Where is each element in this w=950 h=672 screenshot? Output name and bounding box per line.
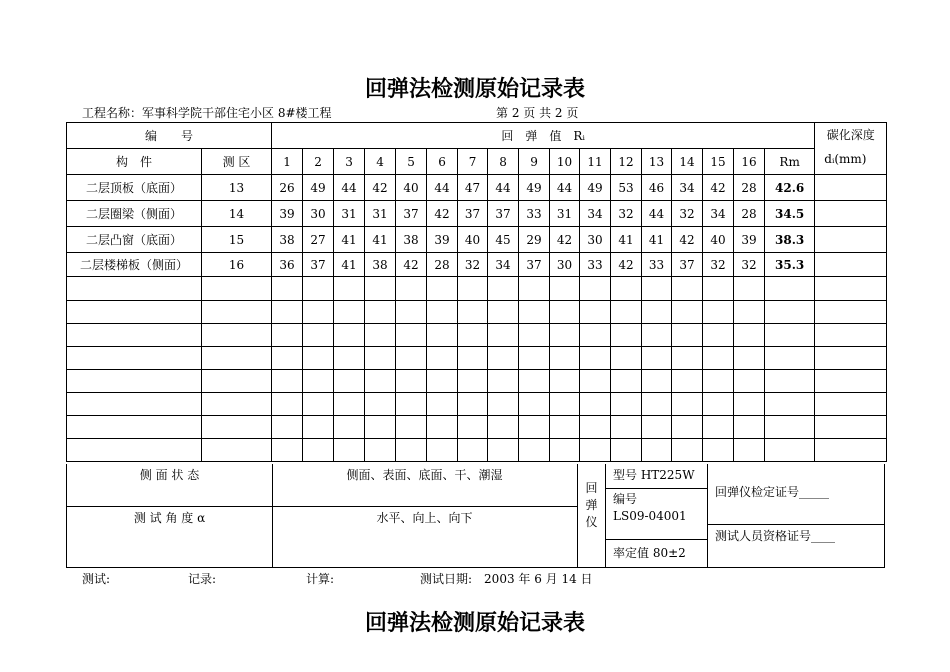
empty-cell [734,347,765,370]
value-cell: 40 [396,175,427,201]
empty-cell [67,370,202,393]
empty-cell [334,416,365,439]
header-col-2: 2 [303,149,334,175]
empty-row [67,324,887,347]
value-cell: 26 [272,175,303,201]
empty-cell [427,416,458,439]
value-cell: 32 [611,201,642,227]
value-cell: 29 [519,227,550,253]
empty-cell [67,301,202,324]
page-title: 回弹法检测原始记录表 [364,77,585,102]
empty-cell [765,416,815,439]
value-cell: 39 [734,227,765,253]
component-cell: 二层圈梁（侧面） [67,201,202,227]
empty-cell [580,347,611,370]
empty-cell [67,277,202,301]
empty-cell [703,370,734,393]
empty-cell [611,347,642,370]
empty-cell [550,393,580,416]
empty-cell [272,439,303,462]
value-cell: 40 [703,227,734,253]
zone-cell: 15 [202,227,272,253]
empty-cell [365,439,396,462]
project-name: 工程名称：军事科学院干部住宅小区 8#楼工程 [82,106,332,120]
empty-cell [334,301,365,324]
value-cell: 31 [550,201,580,227]
empty-cell [334,347,365,370]
empty-cell [703,393,734,416]
empty-cell [396,301,427,324]
side-state-value: 侧面、表面、底面、干、潮湿 [346,468,503,482]
value-cell: 34 [580,201,611,227]
empty-cell [272,416,303,439]
empty-cell [611,370,642,393]
header-carbon [815,123,887,175]
empty-cell [703,347,734,370]
value-cell: 44 [642,201,672,227]
empty-cell [703,324,734,347]
header-col-3: 3 [334,149,365,175]
empty-cell [365,370,396,393]
empty-cell [67,416,202,439]
header-col-7: 7 [458,149,488,175]
empty-cell [815,370,887,393]
value-cell: 39 [427,227,458,253]
empty-cell [815,439,887,462]
empty-cell [642,301,672,324]
header-col-6: 6 [427,149,458,175]
value-cell: 36 [272,253,303,277]
empty-cell [703,301,734,324]
empty-cell [67,393,202,416]
empty-cell [202,301,272,324]
instrument-label: 回 弹 仪 [585,481,598,529]
empty-cell [580,416,611,439]
empty-cell [365,347,396,370]
header-rm: Rm [765,149,815,175]
empty-cell [550,370,580,393]
rm-cell: 38.3 [765,227,815,253]
empty-cell [519,439,550,462]
value-cell: 37 [458,201,488,227]
empty-cell [815,277,887,301]
value-cell: 32 [458,253,488,277]
component-cell: 二层顶板（底面） [67,175,202,201]
empty-cell [672,301,703,324]
empty-cell [519,324,550,347]
empty-cell [642,393,672,416]
table-row [67,201,887,227]
record-table [66,122,887,462]
instrument-cert: 回弹仪检定证号_____ [715,485,830,499]
empty-cell [703,277,734,301]
value-cell: 42 [703,175,734,201]
value-cell: 41 [642,227,672,253]
empty-cell [611,277,642,301]
empty-row [67,347,887,370]
empty-cell [365,324,396,347]
empty-cell [272,347,303,370]
value-cell: 28 [427,253,458,277]
empty-row [67,439,887,462]
header-col-14: 14 [672,149,703,175]
empty-cell [458,277,488,301]
empty-cell [334,370,365,393]
page-title-repeat: 回弹法检测原始记录表 [364,611,585,636]
empty-cell [611,439,642,462]
value-cell: 53 [611,175,642,201]
empty-cell [334,393,365,416]
empty-cell [67,324,202,347]
empty-cell [734,393,765,416]
value-cell: 45 [488,227,519,253]
empty-cell [734,277,765,301]
value-cell: 42 [396,253,427,277]
rm-cell: 35.3 [765,253,815,277]
empty-cell [765,347,815,370]
empty-cell [488,370,519,393]
footer-date: 测试日期: 2003 年 6 月 14 日 [420,572,593,586]
empty-cell [396,416,427,439]
empty-cell [815,347,887,370]
empty-cell [580,370,611,393]
value-cell: 31 [365,201,396,227]
empty-cell [519,301,550,324]
empty-cell [672,324,703,347]
angle-label: 测 试 角 度 α [133,511,206,525]
empty-cell [202,347,272,370]
empty-cell [303,347,334,370]
empty-cell [550,416,580,439]
side-state-label: 侧 面 状 态 [139,468,200,482]
carbon-cell [815,201,887,227]
value-cell: 38 [365,253,396,277]
empty-cell [303,324,334,347]
value-cell: 37 [303,253,334,277]
empty-cell [734,324,765,347]
empty-cell [396,324,427,347]
value-cell: 42 [365,175,396,201]
empty-cell [642,439,672,462]
empty-cell [672,347,703,370]
value-cell: 44 [488,175,519,201]
empty-cell [550,277,580,301]
zone-cell: 14 [202,201,272,227]
empty-cell [458,347,488,370]
instrument-model: 型号 HT225W [613,468,695,482]
empty-cell [427,277,458,301]
empty-cell [396,347,427,370]
empty-cell [488,301,519,324]
header-col-4: 4 [365,149,396,175]
header-zone: 测 区 [202,149,272,175]
table-row [67,227,887,253]
empty-cell [202,277,272,301]
value-cell: 27 [303,227,334,253]
header-carbon-unit: dᵢ(mm) [824,152,867,166]
personnel-cert: 测试人员资格证号____ [715,529,836,543]
value-cell: 34 [488,253,519,277]
header-col-8: 8 [488,149,519,175]
rm-cell: 34.5 [765,201,815,227]
empty-cell [550,324,580,347]
empty-cell [734,301,765,324]
value-cell: 46 [642,175,672,201]
value-cell: 33 [519,201,550,227]
value-cell: 30 [550,253,580,277]
empty-cell [611,324,642,347]
empty-cell [458,301,488,324]
empty-cell [272,324,303,347]
empty-cell [334,439,365,462]
empty-cell [427,439,458,462]
empty-cell [642,347,672,370]
empty-cell [272,277,303,301]
header-col-1: 1 [272,149,303,175]
header-biaohao: 编 号 [67,123,272,149]
empty-cell [580,393,611,416]
value-cell: 42 [550,227,580,253]
angle-value: 水平、向上、向下 [376,511,473,525]
component-cell: 二层楼梯板（侧面） [67,253,202,277]
header-col-16: 16 [734,149,765,175]
empty-cell [272,393,303,416]
empty-cell [765,301,815,324]
empty-cell [303,393,334,416]
empty-cell [458,393,488,416]
value-cell: 41 [334,227,365,253]
empty-cell [334,277,365,301]
empty-cell [703,416,734,439]
value-cell: 37 [396,201,427,227]
header-col-13: 13 [642,149,672,175]
empty-cell [396,277,427,301]
empty-cell [458,370,488,393]
empty-cell [427,324,458,347]
value-cell: 34 [672,175,703,201]
empty-cell [815,324,887,347]
value-cell: 30 [580,227,611,253]
header-col-15: 15 [703,149,734,175]
empty-cell [550,301,580,324]
value-cell: 30 [303,201,334,227]
value-cell: 41 [334,253,365,277]
empty-cell [815,393,887,416]
empty-cell [365,277,396,301]
zone-cell: 13 [202,175,272,201]
carbon-cell [815,253,887,277]
header-col-10: 10 [550,149,580,175]
header-col-11: 11 [580,149,611,175]
empty-cell [67,347,202,370]
empty-cell [303,277,334,301]
value-cell: 42 [611,253,642,277]
value-cell: 31 [334,201,365,227]
value-cell: 44 [550,175,580,201]
carbon-cell [815,175,887,201]
footer-calc: 计算: [306,572,335,586]
empty-cell [334,324,365,347]
empty-cell [519,393,550,416]
value-cell: 42 [672,227,703,253]
empty-cell [427,393,458,416]
table-row [67,253,887,277]
empty-cell [396,439,427,462]
rm-cell: 42.6 [765,175,815,201]
header-carbon-label: 碳化深度 [826,128,875,142]
value-cell: 41 [611,227,642,253]
empty-cell [202,370,272,393]
page-info: 第 2 页 共 2 页 [496,106,579,120]
value-cell: 47 [458,175,488,201]
value-cell: 32 [734,253,765,277]
empty-cell [365,301,396,324]
empty-cell [67,439,202,462]
empty-cell [672,416,703,439]
value-cell: 37 [488,201,519,227]
empty-cell [734,439,765,462]
empty-cell [365,416,396,439]
empty-row [67,301,887,324]
value-cell: 37 [672,253,703,277]
value-cell: 38 [272,227,303,253]
empty-cell [272,301,303,324]
empty-cell [303,439,334,462]
footer-tester: 测试: [82,572,111,586]
empty-row [67,416,887,439]
empty-cell [396,393,427,416]
instrument-rated: 率定值 80±2 [613,546,686,560]
value-cell: 49 [303,175,334,201]
empty-cell [519,370,550,393]
value-cell: 33 [642,253,672,277]
empty-cell [488,324,519,347]
empty-cell [488,277,519,301]
empty-cell [488,393,519,416]
empty-cell [642,416,672,439]
empty-cell [672,370,703,393]
zone-cell: 16 [202,253,272,277]
empty-cell [519,277,550,301]
empty-cell [202,324,272,347]
empty-cell [519,347,550,370]
empty-cell [550,439,580,462]
empty-cell [427,347,458,370]
value-cell: 37 [519,253,550,277]
value-cell: 39 [272,201,303,227]
empty-cell [642,277,672,301]
value-cell: 40 [458,227,488,253]
empty-cell [611,416,642,439]
empty-cell [815,416,887,439]
empty-cell [458,324,488,347]
empty-cell [550,347,580,370]
carbon-cell [815,227,887,253]
empty-cell [580,301,611,324]
empty-cell [303,416,334,439]
header-rebound: 回 弹 值 Rᵢ [272,123,815,149]
header-col-5: 5 [396,149,427,175]
value-cell: 44 [334,175,365,201]
footer-recorder: 记录: [188,572,217,586]
empty-cell [519,416,550,439]
empty-cell [488,347,519,370]
value-cell: 49 [580,175,611,201]
empty-cell [580,324,611,347]
value-cell: 32 [672,201,703,227]
table-row [67,175,887,201]
empty-cell [765,439,815,462]
empty-row [67,393,887,416]
empty-cell [765,324,815,347]
empty-cell [458,439,488,462]
value-cell: 38 [396,227,427,253]
empty-cell [672,439,703,462]
empty-cell [202,393,272,416]
empty-row [67,277,887,301]
empty-cell [642,370,672,393]
empty-cell [427,370,458,393]
empty-cell [303,301,334,324]
empty-cell [580,277,611,301]
value-cell: 34 [703,201,734,227]
empty-cell [672,277,703,301]
empty-cell [734,370,765,393]
empty-cell [703,439,734,462]
empty-cell [765,393,815,416]
value-cell: 42 [427,201,458,227]
value-cell: 33 [580,253,611,277]
value-cell: 32 [703,253,734,277]
empty-cell [488,439,519,462]
value-cell: 44 [427,175,458,201]
empty-cell [672,393,703,416]
empty-cell [365,393,396,416]
value-cell: 28 [734,201,765,227]
instrument-serial: 编号 LS09-04001 [613,492,687,523]
empty-cell [202,416,272,439]
empty-cell [488,416,519,439]
component-cell: 二层凸窗（底面） [67,227,202,253]
empty-cell [272,370,303,393]
empty-cell [202,439,272,462]
value-cell: 49 [519,175,550,201]
empty-cell [396,370,427,393]
empty-cell [734,416,765,439]
instrument-section [66,464,885,568]
empty-cell [580,439,611,462]
header-col-9: 9 [519,149,550,175]
empty-cell [458,416,488,439]
empty-cell [765,277,815,301]
empty-cell [303,370,334,393]
value-cell: 28 [734,175,765,201]
empty-cell [427,301,458,324]
empty-cell [611,393,642,416]
empty-cell [642,324,672,347]
empty-row [67,370,887,393]
empty-cell [611,301,642,324]
value-cell: 41 [365,227,396,253]
header-col-12: 12 [611,149,642,175]
header-component: 构 件 [67,149,202,175]
empty-cell [765,370,815,393]
empty-cell [815,301,887,324]
